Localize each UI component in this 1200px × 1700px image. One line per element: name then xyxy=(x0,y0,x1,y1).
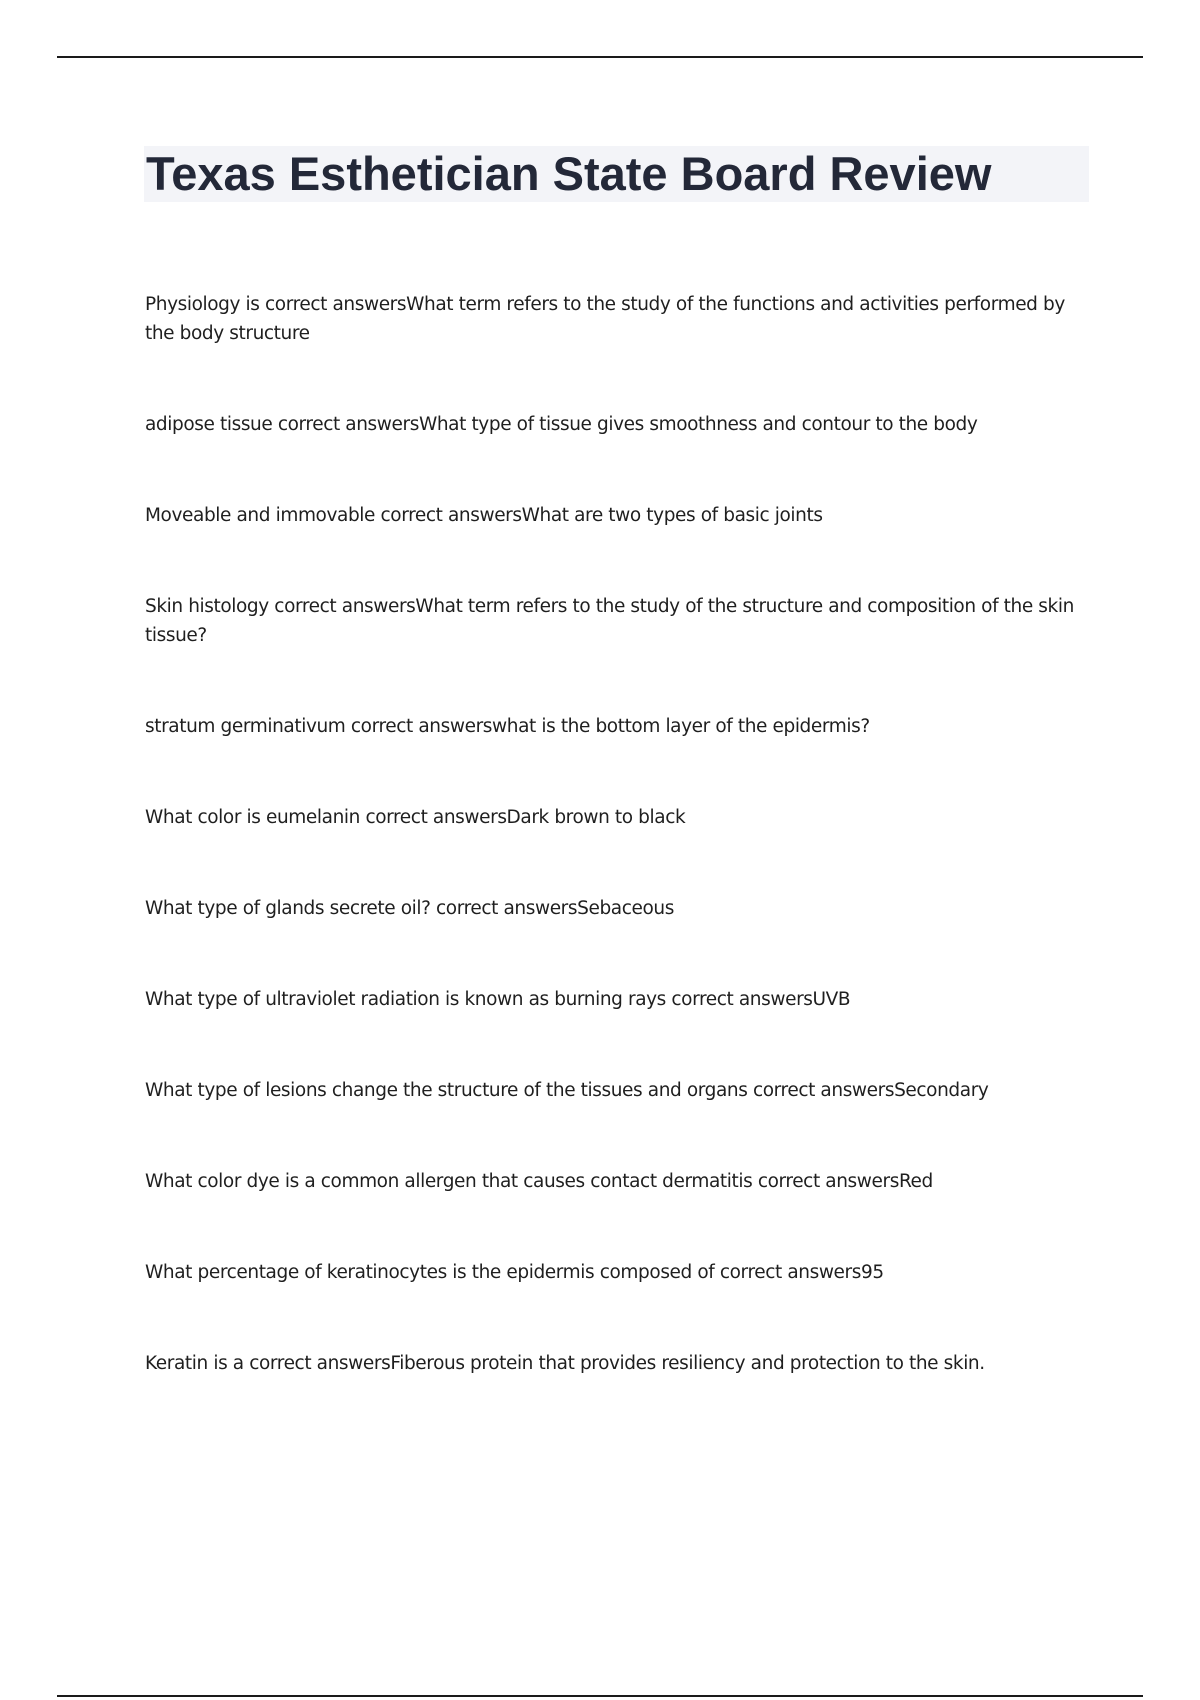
header-rule xyxy=(57,56,1143,58)
qa-item-5: stratum germinativum correct answerswhat is the bottom layer of the epidermis? xyxy=(145,716,870,737)
qa-item-12: Keratin is a correct answersFiberous protein that provides resiliency and protection to the skin. xyxy=(145,1353,985,1374)
qa-list xyxy=(145,290,1095,1440)
qa-item-10: What color dye is a common allergen that causes contact dermatitis correct answersRed xyxy=(145,1171,933,1192)
qa-item-1: Physiology is correct answersWhat term refers to the study of the functions and activities performed by the body structure xyxy=(145,294,1065,344)
page-title: Texas Esthetician State Board Review xyxy=(146,147,992,200)
qa-item-3: Moveable and immovable correct answersWhat are two types of basic joints xyxy=(145,505,823,526)
footer-rule xyxy=(57,1695,1143,1697)
qa-item-6: What color is eumelanin correct answersDark brown to black xyxy=(145,807,686,828)
qa-item-4: Skin histology correct answersWhat term refers to the study of the structure and composition of the skin tissue? xyxy=(145,596,1074,646)
qa-item-11: What percentage of keratinocytes is the epidermis composed of correct answers95 xyxy=(145,1262,884,1283)
qa-item-8: What type of ultraviolet radiation is known as burning rays correct answersUVB xyxy=(145,989,851,1010)
qa-item-2: adipose tissue correct answersWhat type of tissue gives smoothness and contour to the body xyxy=(145,414,978,435)
qa-item-9: What type of lesions change the structure of the tissues and organs correct answersSecondary xyxy=(145,1080,989,1101)
qa-item-7: What type of glands secrete oil? correct answersSebaceous xyxy=(145,898,674,919)
